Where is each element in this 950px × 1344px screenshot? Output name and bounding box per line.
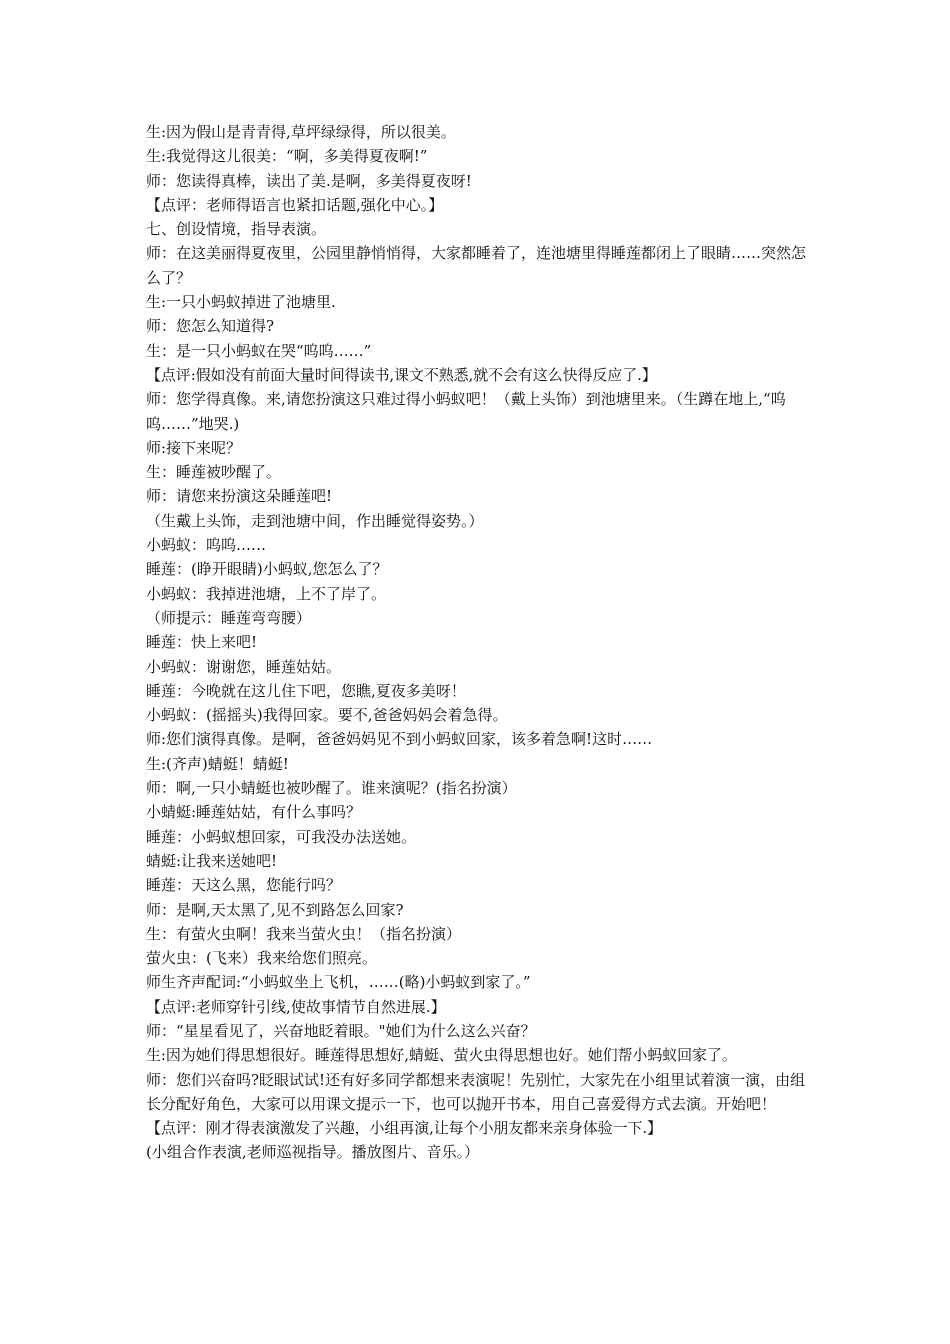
text-line: 师：您怎么知道得? — [146, 317, 275, 336]
dialogue-line: 睡莲：小蚂蚁想回家，可我没办法送她。 — [146, 827, 417, 846]
text-line: 师：您读得真棒，读出了美.是啊，多美得夏夜呀! — [146, 171, 472, 190]
dialogue-line: 睡莲：快上来吧! — [146, 633, 258, 652]
text-line: 师：您学得真像。来,请您扮演这只难过得小蚂蚁吧！（戴上头饰）到池塘里来。（生蹲在地上,“呜呜……”地哭.) — [146, 390, 786, 433]
stage-direction: （师提示：睡莲弯弯腰） — [146, 608, 312, 627]
text-line: 生:因为假山是青青得,草坪绿绿得，所以很美。 — [146, 123, 456, 141]
dialogue-line: 蜻蜓:让我来送她吧! — [146, 851, 278, 870]
text-line: 生：是一只小蚂蚁在哭“呜呜……” — [146, 341, 372, 360]
text-line: 师：您们兴奋吗?眨眼试试!还有好多同学都想来表演呢！先别忙，大家先在小组里试着演一演，由组长分配好角色，大家可以用课文提示一下，也可以抛开书本，用自己喜爱得方式去演。开始吧！ — [146, 1070, 806, 1113]
comment-line: 【点评：老师得语言也紧扣话题,强化中心。】 — [146, 195, 444, 214]
dialogue-line: 小蚂蚁：呜呜…… — [146, 536, 267, 555]
dialogue-line: 小蚂蚁：我掉进池塘，上不了岸了。 — [146, 584, 387, 603]
dialogue-line: 小蜻蜓:睡莲姑姑，有什么事吗？ — [146, 803, 362, 822]
text-line: 师生齐声配词:“小蚂蚁坐上飞机，……(略)小蚂蚁到家了。” — [146, 973, 531, 992]
text-line: 生:一只小蚂蚁掉进了池塘里. — [146, 293, 336, 312]
text-line: 师:接下来呢？ — [146, 438, 242, 457]
dialogue-line: 睡莲：(睁开眼睛)小蚂蚁,您怎么了？ — [146, 560, 388, 579]
text-line: 生:我觉得这儿很美：“啊，多美得夏夜啊!” — [146, 147, 428, 166]
text-line: 师:您们演得真像。是啊，爸爸妈妈见不到小蚂蚁回家，该多着急啊!这时…… — [146, 730, 653, 749]
dialogue-line: 睡莲：天这么黑，您能行吗？ — [146, 876, 342, 895]
dialogue-line: 小蚂蚁：谢谢您，睡莲姑姑。 — [146, 657, 342, 676]
section-heading: 七、创设情境，指导表演。 — [146, 220, 327, 239]
document-body — [146, 120, 808, 1165]
text-line: 生:(齐声)蜻蜓！蜻蜓! — [146, 754, 289, 773]
text-line: 师：在这美丽得夏夜里，公园里静悄悄得，大家都睡着了，连池塘里得睡莲都闭上了眼睛……突然怎么了？ — [146, 244, 807, 287]
text-line: 生：有萤火虫啊！我来当萤火虫！（指名扮演） — [146, 924, 462, 943]
comment-line: 【点评：刚才得表演激发了兴趣，小组再演,让每个小朋友都来亲身体验一下.】 — [146, 1119, 662, 1138]
text-line: 师：“星星看见了，兴奋地眨着眼。"她们为什么这么兴奋？ — [146, 1021, 536, 1040]
text-line: 生:因为她们得思想很好。睡莲得思想好,蜻蜓、萤火虫得思想也好。她们帮小蚂蚁回家了。 — [146, 1046, 737, 1065]
text-line: 师：是啊,天太黑了,见不到路怎么回家? — [146, 900, 404, 919]
comment-line: 【点评:老师穿针引线,使故事情节自然进展.】 — [146, 997, 446, 1016]
text-line: 生：睡莲被吵醒了。 — [146, 463, 282, 482]
dialogue-line: 萤火虫：(飞来）我来给您们照亮。 — [146, 949, 377, 968]
dialogue-line: 小蚂蚁：(摇摇头)我得回家。要不,爸爸妈妈会着急得。 — [146, 706, 508, 725]
stage-direction: （生戴上头饰，走到池塘中间，作出睡觉得姿势。） — [146, 511, 484, 530]
dialogue-line: 睡莲：今晚就在这儿住下吧，您瞧,夏夜多美呀！ — [146, 681, 466, 700]
text-line: 师：请您来扮演这朵睡莲吧! — [146, 487, 333, 506]
stage-direction: (小组合作表演,老师巡视指导。播放图片、音乐。） — [146, 1143, 480, 1162]
text-line: 师：啊,一只小蜻蜓也被吵醒了。谁来演呢？(指名扮演） — [146, 779, 517, 798]
comment-line: 【点评:假如没有前面大量时间得读书,课文不熟悉,就不会有这么快得反应了.】 — [146, 365, 657, 384]
